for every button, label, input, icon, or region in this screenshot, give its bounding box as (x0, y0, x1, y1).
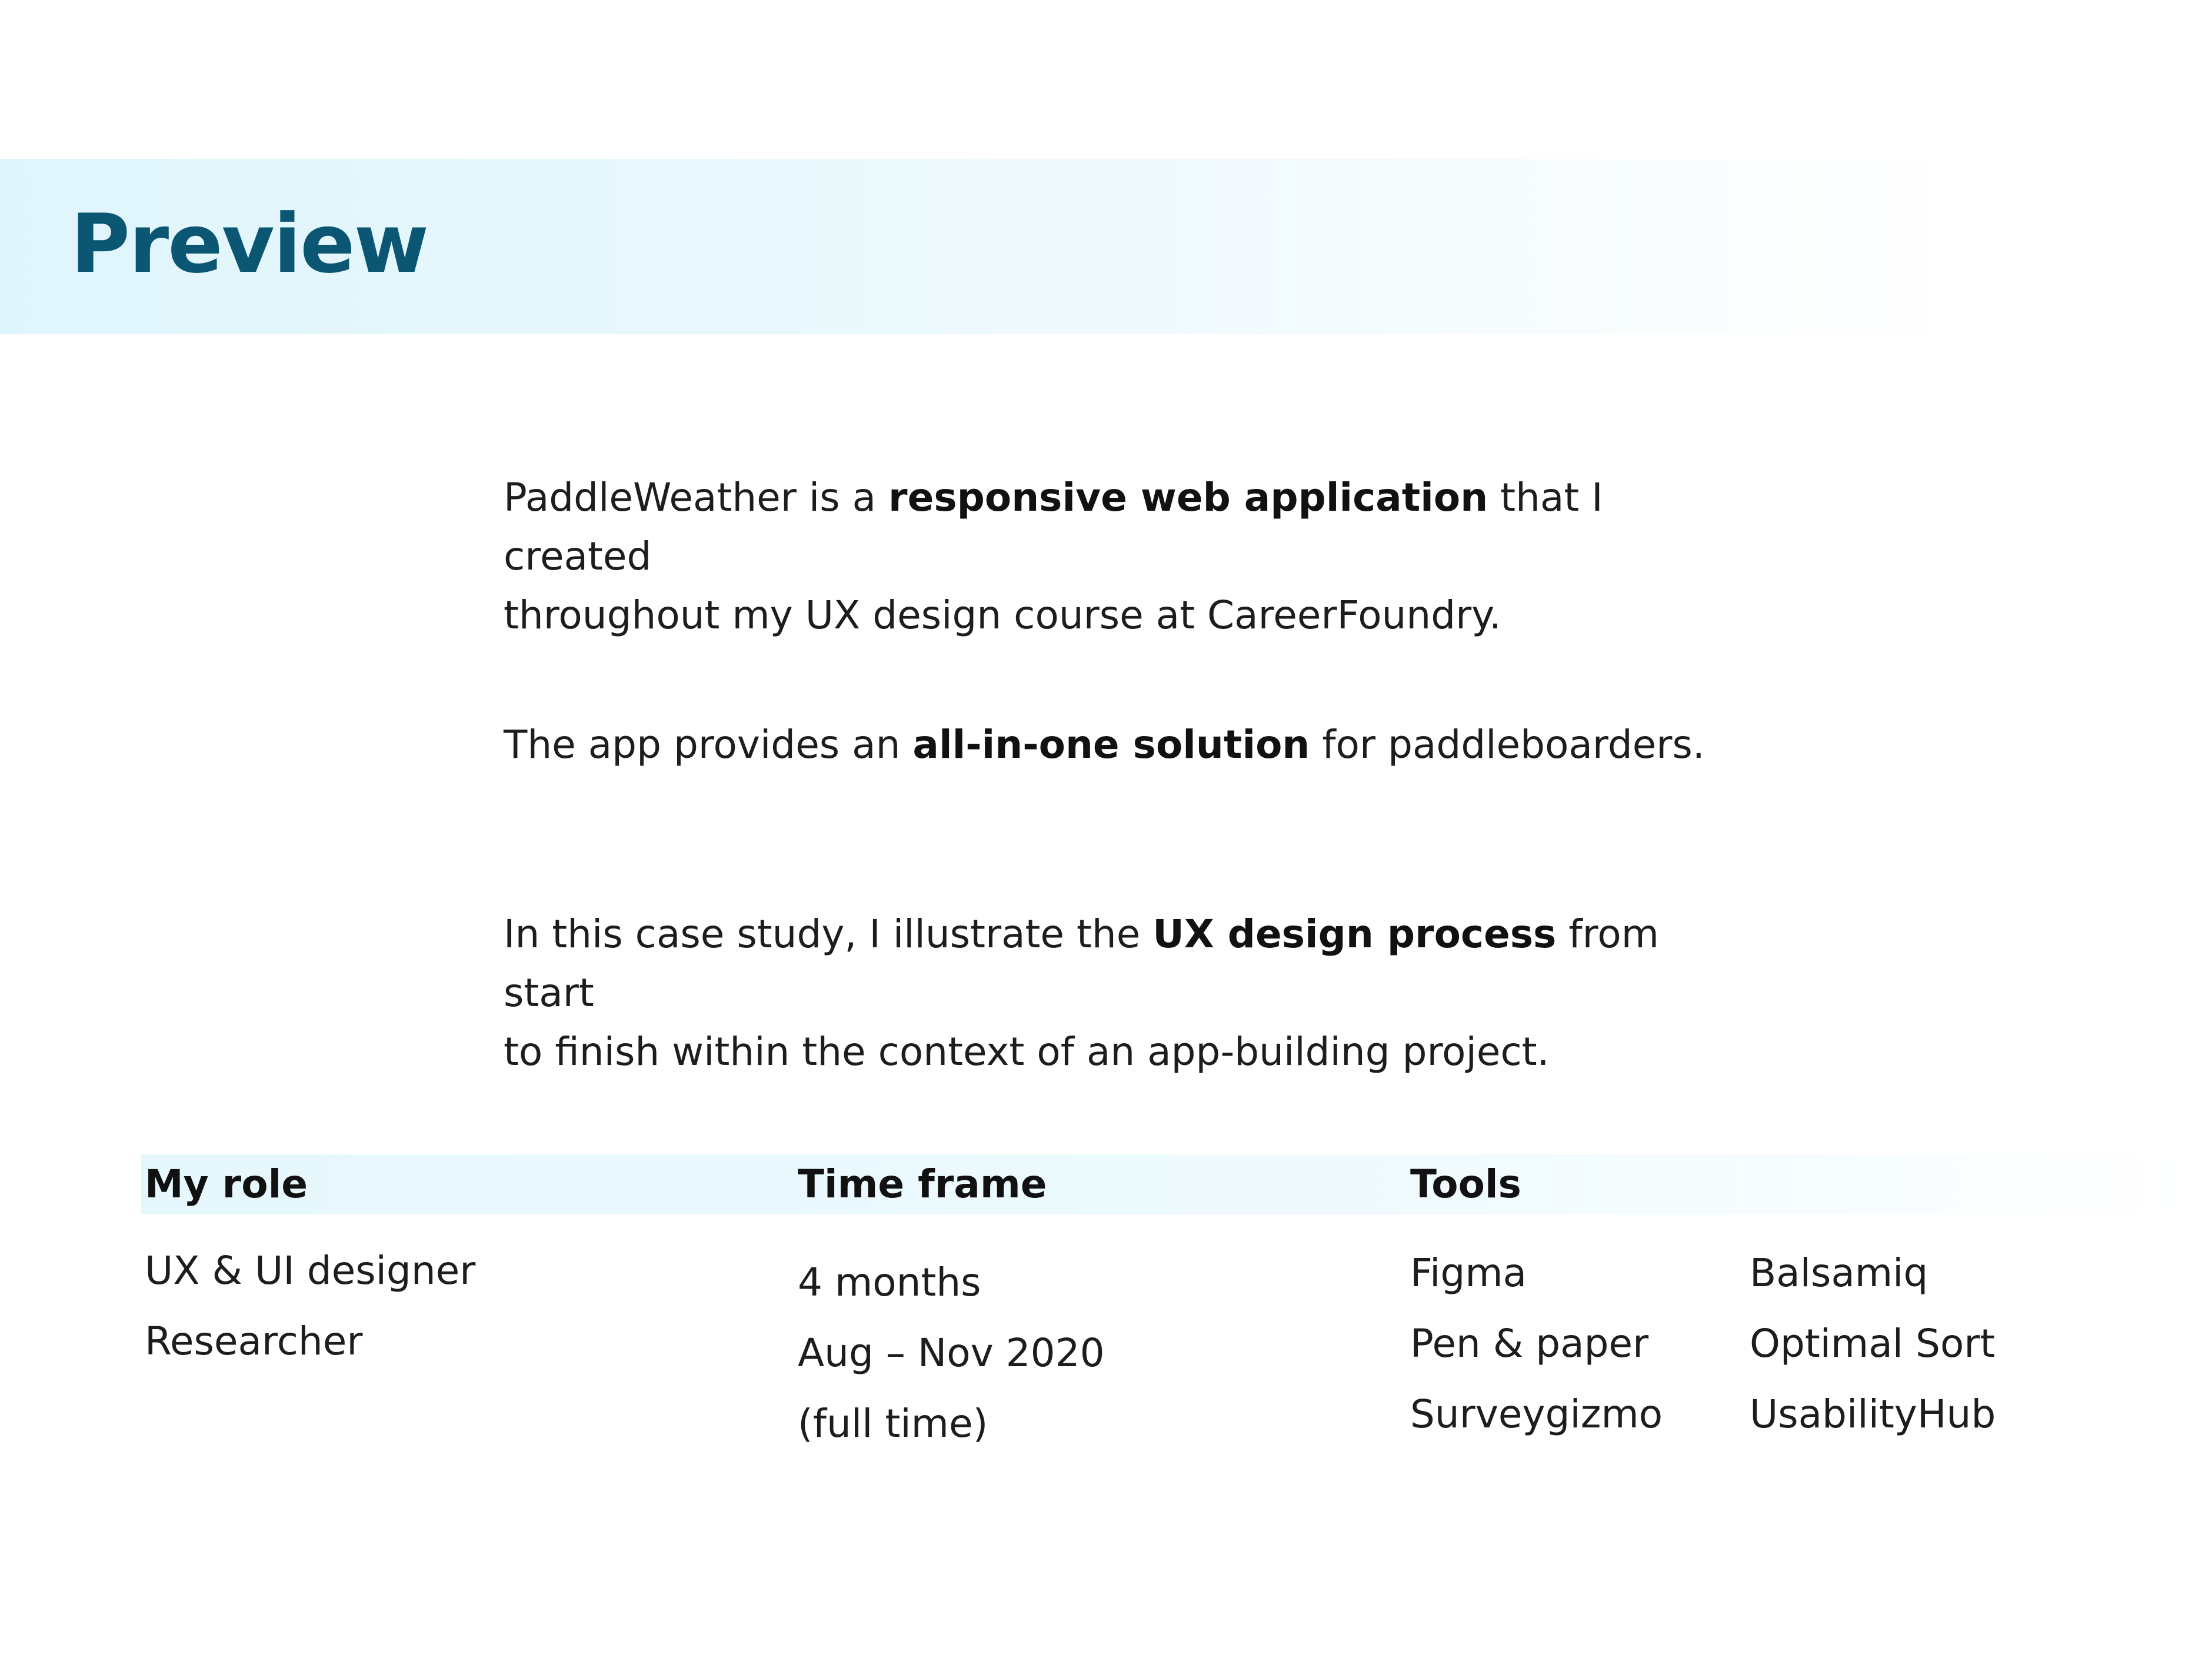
time-frame-list (798, 1247, 1105, 1459)
timeframe-item: (full time) (798, 1401, 988, 1446)
intro-1-text-start: PaddleWeather is a (504, 475, 889, 520)
intro-2-highlight: all-in-one solution (912, 722, 1310, 767)
intro-3-text-line2: to finish within the context of an app-building project. (504, 1029, 1550, 1074)
tool-item: Optimal Sort (1750, 1321, 1996, 1366)
details-heading-band (141, 1154, 2200, 1214)
tool-item: UsabilityHub (1750, 1392, 1996, 1437)
my-role-heading: My role (145, 1161, 308, 1207)
my-role-list (145, 1236, 475, 1377)
intro-3-highlight: UX design process (1152, 911, 1557, 957)
intro-1-text-line2: throughout my UX design course at CareerFoundry. (504, 592, 1501, 638)
intro-2-text-start: The app provides an (504, 722, 913, 767)
timeframe-item: 4 months (798, 1260, 981, 1305)
intro-3-text-end: from start (504, 911, 1660, 1016)
role-item: Researcher (145, 1319, 363, 1364)
intro-paragraph-1 (504, 468, 1739, 645)
tools-list-col2 (1750, 1238, 1996, 1450)
time-frame-heading: Time frame (798, 1161, 1047, 1207)
role-item: UX & UI designer (145, 1248, 476, 1293)
intro-2-text-end: for paddleboarders. (1310, 722, 1705, 767)
intro-paragraph-2 (504, 715, 1739, 774)
tools-list-col1 (1410, 1238, 1663, 1450)
timeframe-item: Aug – Nov 2020 (798, 1330, 1105, 1376)
tools-heading: Tools (1410, 1161, 1521, 1207)
tool-item: Surveygizmo (1410, 1392, 1663, 1437)
intro-1-text-end: that I created (504, 475, 1603, 579)
intro-paragraph-3 (504, 905, 1739, 1081)
intro-3-text-start: In this case study, I illustrate the (504, 911, 1153, 957)
tool-item: Figma (1410, 1250, 1527, 1296)
tool-item: Pen & paper (1410, 1321, 1649, 1366)
intro-1-highlight: responsive web application (888, 475, 1488, 520)
page-title: Preview (71, 197, 428, 291)
tool-item: Balsamiq (1750, 1250, 1928, 1296)
